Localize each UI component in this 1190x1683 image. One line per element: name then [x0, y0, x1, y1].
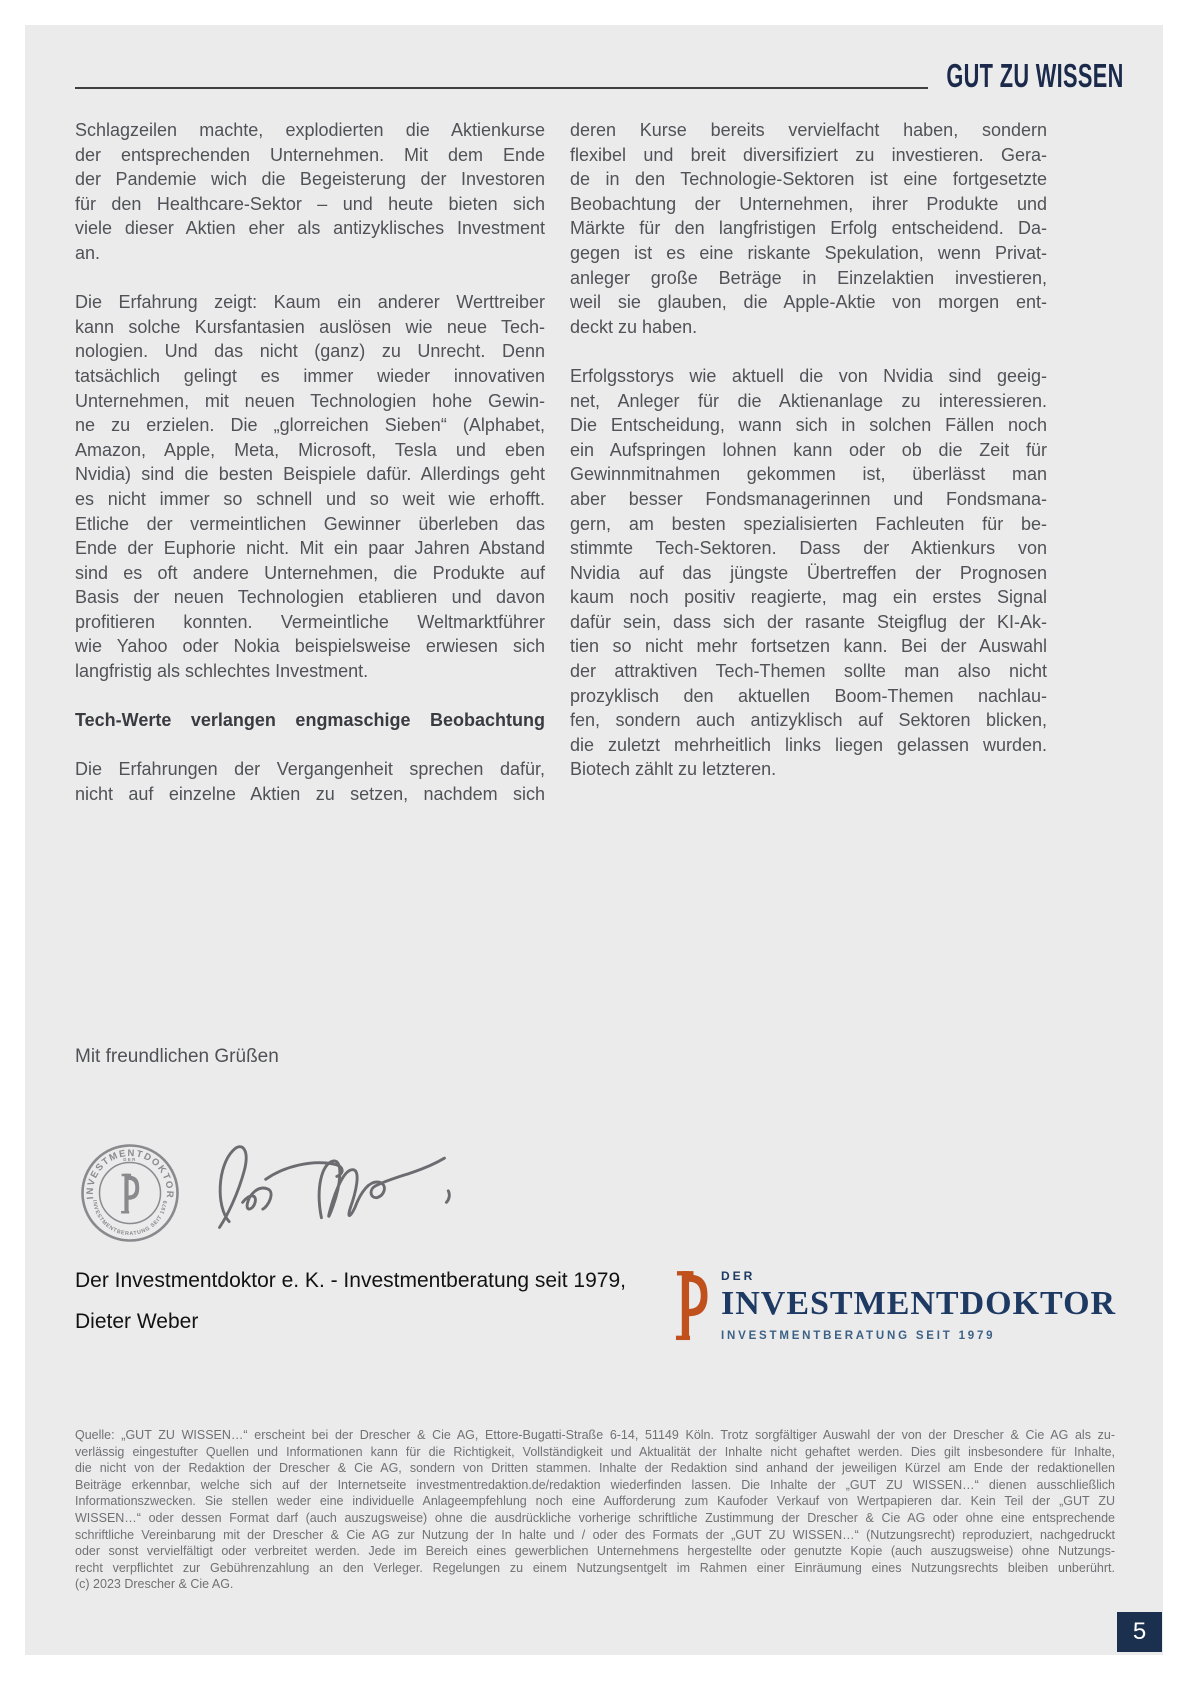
text-line: Unternehmen, mit neuen Technologien hohe Gewin- [75, 390, 545, 411]
text-line: Beobachtung der Unternehmen, ihrer Produkte und [570, 193, 1047, 214]
sender-block [75, 1268, 626, 1335]
text-line: ein Aufspringen lohnen kann oder ob die Zeit für [570, 439, 1047, 460]
text-line: Die Erfahrungen der Vergangenheit sprechen dafür, [75, 759, 545, 780]
text-line: nicht auf einzelne Aktien zu setzen, nachdem sich [75, 784, 545, 805]
text-line: profitieren konnten. Vermeintliche Weltmarktführer [75, 611, 545, 632]
text-line: gegen ist es eine riskante Spekulation, wenn Privat- [570, 242, 1047, 263]
text-line: der attraktiven Tech-Themen sollte man also nicht [570, 661, 1047, 682]
text-line: deren Kurse bereits vervielfacht haben, sondern [570, 120, 1047, 140]
seal-bottom-arc-text: INVESTMENTBERATUNG SEIT 1979 [91, 1199, 169, 1238]
text-line: flexibel und breit diversifiziert zu investieren. Gera- [570, 144, 1047, 165]
section-heading [75, 708, 545, 733]
text-line: Biotech zählt zu letzteren. [570, 759, 777, 780]
paragraph [75, 757, 545, 806]
heading-line: Tech-Werte verlangen engmaschige Beobachtung [75, 710, 545, 731]
text-line: Erfolgsstorys wie aktuell die von Nvidia sind geeig- [570, 365, 1047, 386]
fineprint-line: verlässig eingestufter Quellen und Informationen kann für die Richtigkeit, Vollständigkeit und Aktualität der Inhalte nicht gehaftet werden. Dies gilt insbesondere für Inhalte, [75, 1444, 1115, 1459]
text-line: tien so nicht mehr fortsetzen kann. Bei der Auswahl [570, 636, 1047, 657]
brand-der: DER [721, 1269, 756, 1283]
legal-disclaimer [75, 1427, 1115, 1593]
text-line: deckt zu haben. [570, 316, 698, 337]
text-line: anleger große Beträge in Einzelaktien investieren, [570, 267, 1047, 288]
text-line: sind es oft andere Unternehmen, die Produkte auf [75, 562, 545, 583]
text-line: viele dieser Aktien eher als antizyklisches Investment [75, 218, 545, 239]
paragraph [570, 364, 1047, 782]
text-line: langfristig als schlechtes Investment. [75, 661, 369, 682]
text-line: fen, sondern auch antizyklisch auf Sektoren blicken, [570, 710, 1047, 731]
article-column-right [570, 118, 1047, 782]
sender-company-line: Der Investmentdoktor e. K. - Investmentberatung seit 1979, [75, 1269, 626, 1292]
paragraph [570, 118, 1047, 339]
seal-der-text: DER [123, 1157, 137, 1162]
brand-monogram-icon [675, 1271, 708, 1345]
paragraph [75, 118, 545, 266]
text-line: Etliche der vermeintlichen Gewinner überleben das [75, 513, 545, 534]
text-line: tatsächlich gelingt es immer wieder innovativen [75, 365, 545, 386]
text-line: gern, am besten spezialisierten Fachleuten für be- [570, 513, 1047, 534]
text-line: Ende der Euphorie nicht. Mit ein paar Jahren Abstand [75, 538, 545, 559]
brand-tagline: INVESTMENTBERATUNG SEIT 1979 [721, 1330, 996, 1342]
text-line: Nvidia) sind die besten Beispiele dafür. Allerdings geht [75, 464, 545, 485]
seal-monogram-icon [121, 1174, 139, 1214]
text-line: es nicht immer so schnell und so weit wie erhofft. [75, 488, 545, 509]
fineprint-line: (c) 2023 Drescher & Cie AG. [75, 1577, 234, 1592]
text-line: Märkte für den langfristigen Erfolg entscheidend. Da- [570, 218, 1047, 239]
text-line: de in den Technologie-Sektoren ist eine fortgesetzte [570, 169, 1047, 190]
brand-logo [675, 1269, 1145, 1364]
fineprint-line: oder sonst vervielfältigt oder verbreitet werden. Jede im Bereich eines gewerblichen Unternehmens hergestellte oder genutzte Kopie (auch auszugsweise) ohne Nutzungs- [75, 1544, 1115, 1559]
text-line: kaum noch positiv reagierte, mag ein erstes Signal [570, 587, 1047, 608]
fineprint-line: WISSEN…“ oder dessen Format darf (auch auszugsweise) ohne die ausdrückliche vorherige schriftliche Zustimmung der Drescher & Cie AG oder ohne eine entsprechende [75, 1510, 1115, 1525]
signature-dieter-weber [208, 1137, 456, 1237]
text-line: prozyklisch den aktuellen Boom-Themen nachlau- [570, 685, 1047, 706]
fineprint-line: Informationszwecken. Sie stellen weder eine individuelle Anlageempfehlung noch eine Aufforderung zum Kaufoder Verkauf von Wertpapieren dar. Kein Teil der „GUT ZU [75, 1494, 1115, 1509]
text-line: dafür sein, dass sich der rasante Steigflug der KI-Ak- [570, 611, 1047, 632]
page-title: GUT ZU WISSEN [946, 57, 1124, 94]
text-line: aber besser Fondsmanagerinnen und Fondsmana- [570, 488, 1047, 509]
text-line: weil sie glauben, die Apple-Aktie von morgen ent- [570, 292, 1047, 313]
text-line: ne zu erzielen. Die „glorreichen Sieben“ (Alphabet, [75, 415, 545, 436]
company-seal [80, 1143, 180, 1243]
brand-wordmark: INVESTMENTDOKTOR [721, 1285, 1117, 1322]
text-line: net, Anleger für die Aktienanlage zu interessieren. [570, 390, 1047, 411]
text-line: die zuletzt mehrheitlich links liegen gelassen wurden. [570, 734, 1047, 755]
text-line: der Pandemie wich die Begeisterung der Investoren [75, 169, 545, 190]
text-line: nologien. Und das nicht (ganz) zu Unrecht. Denn [75, 341, 545, 362]
text-line: Nvidia auf das jüngste Übertreffen der Prognosen [570, 562, 1047, 583]
text-line: für den Healthcare-Sektor – und heute bieten sich [75, 193, 545, 214]
text-line: wie Yahoo oder Nokia beispielsweise erwiesen sich [75, 636, 545, 657]
text-line: an. [75, 242, 101, 263]
page-number-badge [1117, 1612, 1162, 1652]
text-line: Die Entscheidung, wann sich in solchen Fällen noch [570, 415, 1047, 436]
newsletter-page [25, 25, 1163, 1655]
fineprint-line: Quelle: „GUT ZU WISSEN…“ erscheint bei der Drescher & Cie AG, Ettore-Bugatti-Straße 6-14, 51149 Köln. Trotz sorgfältiger Auswahl der von der Drescher & Cie AG als zu- [75, 1428, 1115, 1442]
text-line: Die Erfahrung zeigt: Kaum ein anderer Werttreiber [75, 292, 545, 313]
brand-text [721, 1269, 1116, 1342]
text-line: kann solche Kursfantasien auslösen wie neue Tech- [75, 316, 545, 337]
header-rule [75, 87, 928, 89]
text-line: Schlagzeilen machte, explodierten die Aktienkurse [75, 120, 545, 140]
fineprint-line: die nicht von der Redaktion der Drescher & Cie AG, sondern von Dritten stammen. Inhalte der Redaktion sind anhand der jeweiligen Kürzel am Ende der redaktionellen [75, 1461, 1115, 1476]
sender-name-line: Dieter Weber [75, 1310, 199, 1333]
paragraph [75, 290, 545, 684]
text-line: Basis der neuen Technologien etablieren und davon [75, 587, 545, 608]
text-line: Amazon, Apple, Meta, Microsoft, Tesla und eben [75, 439, 545, 460]
text-line: der entsprechenden Unternehmen. Mit dem Ende [75, 144, 545, 165]
article-column-left [75, 118, 545, 807]
salutation: Mit freundlichen Grüßen [75, 1046, 279, 1067]
fineprint-line: Beiträge erkennbar, welche sich auf der Internetseite investmentredaktion.de/redaktion wiederfinden lassen. Die Inhalte der „GUT ZU WISSEN…“ dienen ausschließlich [75, 1477, 1115, 1492]
text-line: stimmte Tech-Sektoren. Dass der Aktienkurs von [570, 538, 1047, 559]
text-line: Gewinnmitnahmen gekommen ist, überlässt man [570, 464, 1047, 485]
fineprint-line: recht verpflichtet zur Gebührenzahlung an den Verleger. Regelungen zu einem Nutzungsentgelt im Rahmen einer Einräumung eines Nutzungsrechts bleiben unberührt. [75, 1560, 1115, 1575]
seal-top-arc-text: INVESTMENTDOKTOR [84, 1147, 176, 1200]
page-number: 5 [1132, 1618, 1147, 1645]
fineprint-line: schriftliche Vereinbarung mit der Drescher & Cie AG zur Nutzung der In halte und / oder des Formats der „GUT ZU WISSEN…“ (Nutzungsrecht) reproduziert, nachgedruckt [75, 1527, 1115, 1542]
